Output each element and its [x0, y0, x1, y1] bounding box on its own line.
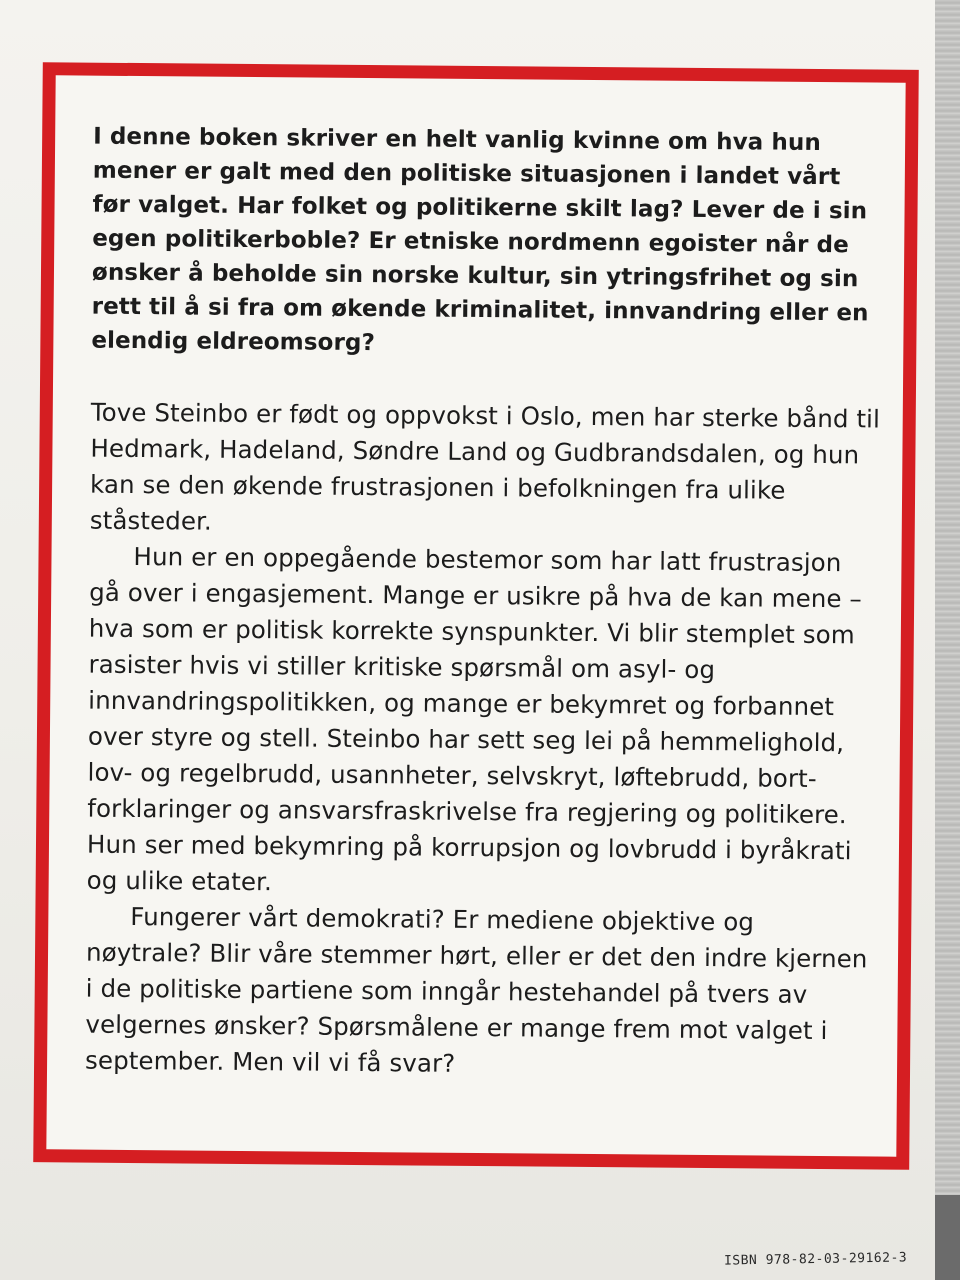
body-paragraph-1: Tove Steinbo er født og oppvokst i Oslo, men har sterke bånd til Hedmark, Hadeland, Søndre Land og Gudbrandsdalen, og hun kan se den økende frustrasjonen i befolkningen fra ulike ståsteder.	[89, 397, 881, 536]
red-text-frame	[33, 62, 919, 1170]
intro-paragraph: I denne boken skriver en helt vanlig kvinne om hva hun mener er galt med den politiske situasjonen i landet vårt før valget. Har folket og politikerne skilt lag? Lever de i sin egen politikerboble? Er etniske nordmenn egoister når de ønsker å beholde sin norske kultur, sin ytringsfrihet og sin rett til å si fra om økende kriminalitet, innvandring eller en elendig eldreomsorg?	[91, 123, 869, 357]
book-corner	[935, 1195, 960, 1280]
body-paragraph-3: Fungerer vårt demokrati? Er mediene objektive og nøytrale? Blir våre stemmer hørt, eller er det den indre kjernen i de politiske partiene som inngår hestehandel på tvers av velgernes ønsker? Spørsmålene er mange frem mot valget i september. Men vil vi få svar?	[84, 901, 868, 1078]
book-page-edge	[935, 0, 960, 1280]
blurb-content	[85, 120, 883, 1086]
body-paragraph-2: Hun er en oppegående bestemor som har latt frustrasjon gå over i engasjement. Mange er usikre på hva de kan mene – hva som er politisk korrekte synspunkter. Vi blir stemplet som rasister hvis vi stiller kritiske spørsmål om asyl- og innvandringspolitikken, og mange er bekymret og forbannet over styre og stell. Steinbo har sett seg lei på hemmelighold, lov- og regelbrudd, usannheter, selvskryt, løftebrudd, bort-forklaringer og ansvarsfraskrivelse fra regjering og politikere. Hun ser med bekymring på korrupsjon og lovbrudd i byråkrati og ulike etater.	[86, 542, 862, 897]
isbn-label: ISBN 978-82-03-29162-3	[723, 1250, 908, 1269]
